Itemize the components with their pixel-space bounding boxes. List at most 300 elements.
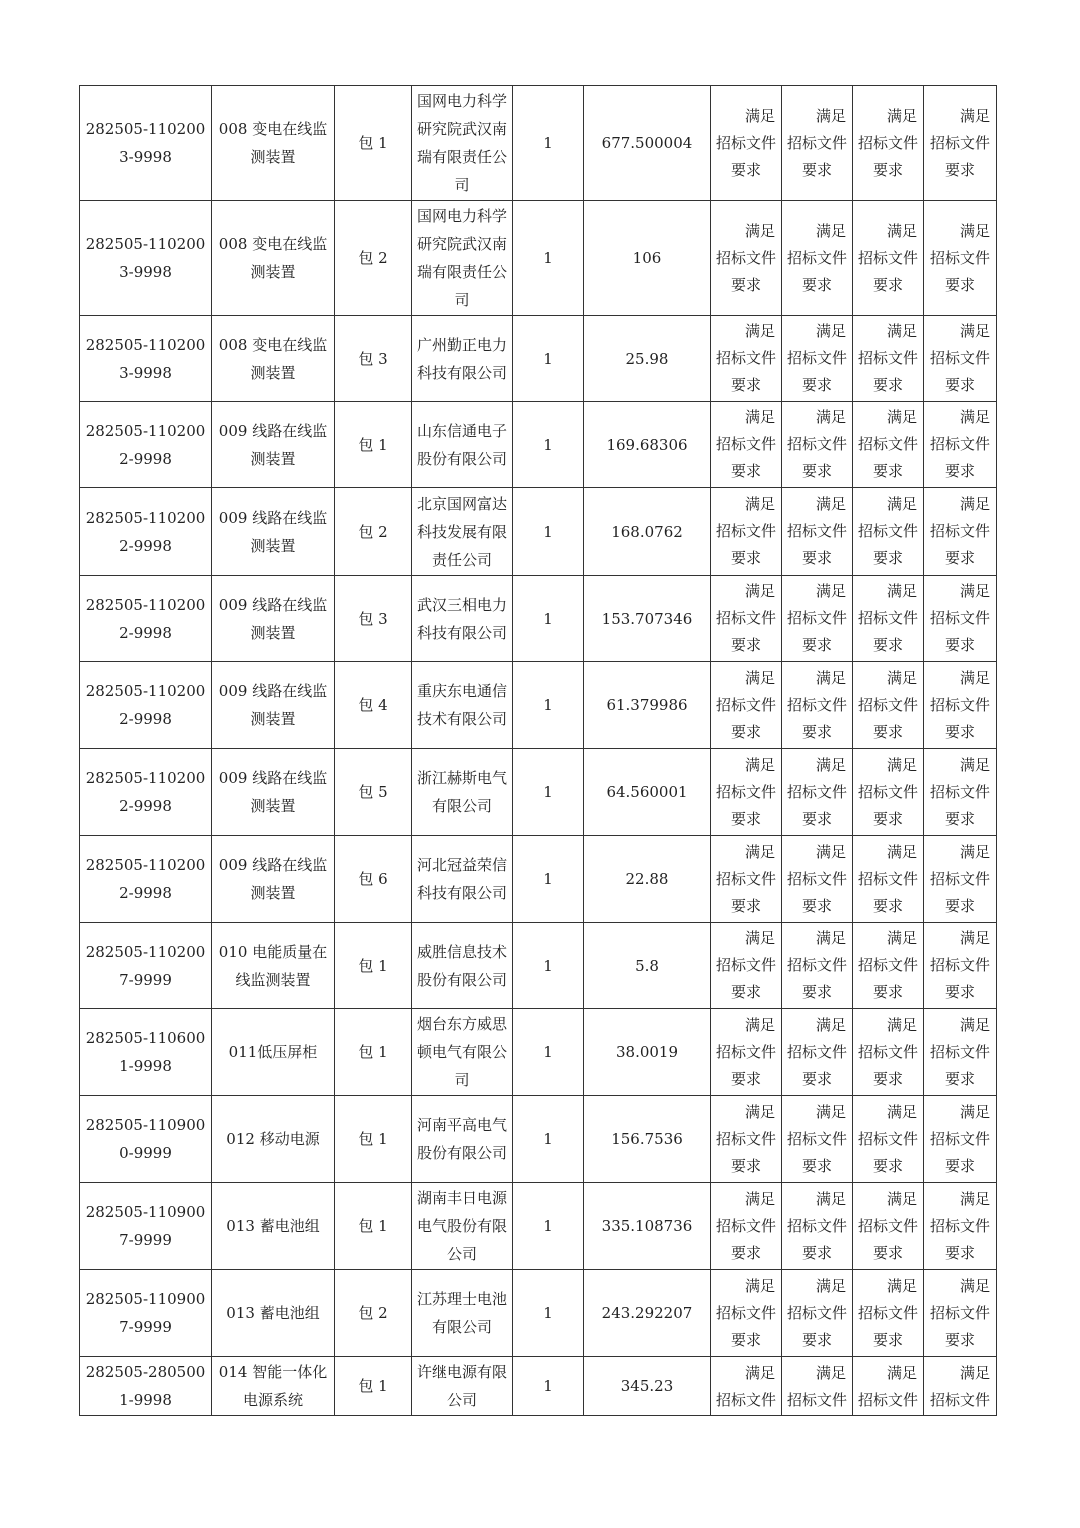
table-row bbox=[80, 749, 997, 836]
evaluation-text-l2: 招标文件 bbox=[929, 1303, 990, 1322]
evaluation-text-l2: 招标文件 bbox=[715, 1216, 776, 1235]
project-id-cell: 282505-2805001-9998 bbox=[80, 1357, 212, 1416]
evaluation-cell bbox=[711, 1357, 782, 1416]
evaluation-text-l2: 招标文件 bbox=[857, 1216, 918, 1235]
evaluation-text-l3: 要求 bbox=[944, 1069, 975, 1088]
evaluation-text-l3: 要求 bbox=[801, 275, 832, 294]
evaluation-text-l1: 满足 bbox=[744, 929, 775, 947]
evaluation-text-l2: 招标文件 bbox=[786, 1391, 847, 1409]
evaluation-cell bbox=[924, 576, 997, 662]
evaluation-text-l3: 要求 bbox=[801, 896, 832, 915]
evaluation-text-l2: 招标文件 bbox=[786, 695, 847, 714]
evaluation-text-l3: 要求 bbox=[872, 160, 903, 179]
evaluation-text-l3: 要求 bbox=[730, 1243, 761, 1262]
evaluation-cell bbox=[853, 749, 924, 836]
table-row bbox=[80, 1009, 997, 1096]
evaluation-text-l1: 满足 bbox=[815, 408, 846, 426]
quantity-cell: 1 bbox=[513, 1270, 584, 1357]
evaluation-text-l2: 招标文件 bbox=[715, 349, 776, 367]
vendor-cell: 湖南丰日电源电气股份有限公司 bbox=[412, 1183, 513, 1270]
package-cell: 包 6 bbox=[335, 836, 412, 923]
evaluation-text-l1: 满足 bbox=[815, 1364, 846, 1382]
item-name-cell: 013 蓄电池组 bbox=[212, 1270, 335, 1357]
evaluation-text-l3: 要求 bbox=[801, 809, 832, 828]
evaluation-cell bbox=[924, 1270, 997, 1357]
evaluation-text-l2: 招标文件 bbox=[929, 695, 990, 714]
vendor-cell: 许继电源有限公司 bbox=[412, 1357, 513, 1416]
evaluation-text-l3: 要求 bbox=[730, 160, 761, 179]
item-name-cell: 009 线路在线监测装置 bbox=[212, 488, 335, 576]
table-row bbox=[80, 1270, 997, 1357]
evaluation-cell bbox=[711, 86, 782, 201]
evaluation-text-l1: 满足 bbox=[959, 582, 990, 600]
package-cell: 包 4 bbox=[335, 662, 412, 749]
evaluation-text-l1: 满足 bbox=[744, 1364, 775, 1382]
evaluation-text-l1: 满足 bbox=[886, 322, 917, 340]
table-row bbox=[80, 836, 997, 923]
evaluation-text-l3: 要求 bbox=[872, 809, 903, 828]
evaluation-cell bbox=[711, 749, 782, 836]
evaluation-text-l3: 要求 bbox=[801, 636, 832, 654]
quantity-cell: 1 bbox=[513, 576, 584, 662]
evaluation-cell bbox=[782, 1270, 853, 1357]
package-cell: 包 1 bbox=[335, 402, 412, 488]
evaluation-text-l2: 招标文件 bbox=[715, 1303, 776, 1322]
evaluation-text-l1: 满足 bbox=[959, 755, 990, 774]
evaluation-text-l3: 要求 bbox=[801, 983, 832, 1001]
evaluation-text-l3: 要求 bbox=[944, 983, 975, 1001]
evaluation-cell bbox=[853, 662, 924, 749]
project-id-cell: 282505-1109000-9999 bbox=[80, 1096, 212, 1183]
evaluation-text-l3: 要求 bbox=[944, 160, 975, 179]
evaluation-text-l3: 要求 bbox=[730, 275, 761, 294]
evaluation-text-l1: 满足 bbox=[744, 1015, 775, 1034]
vendor-cell: 武汉三相电力科技有限公司 bbox=[412, 576, 513, 662]
amount-cell: 156.7536 bbox=[584, 1096, 711, 1183]
package-cell: 包 2 bbox=[335, 1270, 412, 1357]
evaluation-text-l1: 满足 bbox=[815, 1276, 846, 1295]
project-id-cell: 282505-1102002-9998 bbox=[80, 488, 212, 576]
evaluation-text-l2: 招标文件 bbox=[857, 869, 918, 888]
evaluation-cell bbox=[853, 316, 924, 402]
evaluation-text-l2: 招标文件 bbox=[715, 133, 776, 152]
vendor-cell: 广州勤正电力科技有限公司 bbox=[412, 316, 513, 402]
evaluation-text-l1: 满足 bbox=[744, 495, 775, 513]
package-cell: 包 1 bbox=[335, 923, 412, 1009]
evaluation-cell bbox=[711, 1270, 782, 1357]
evaluation-text-l3: 要求 bbox=[730, 896, 761, 915]
evaluation-cell bbox=[924, 836, 997, 923]
vendor-cell: 浙江赫斯电气有限公司 bbox=[412, 749, 513, 836]
evaluation-text-l3: 要求 bbox=[872, 549, 903, 567]
quantity-cell: 1 bbox=[513, 836, 584, 923]
quantity-cell: 1 bbox=[513, 201, 584, 316]
amount-cell: 38.0019 bbox=[584, 1009, 711, 1096]
package-cell: 包 1 bbox=[335, 1357, 412, 1416]
evaluation-text-l2: 招标文件 bbox=[857, 1391, 918, 1409]
evaluation-cell bbox=[711, 488, 782, 576]
evaluation-cell bbox=[924, 86, 997, 201]
evaluation-text-l1: 满足 bbox=[815, 755, 846, 774]
evaluation-text-l1: 满足 bbox=[886, 755, 917, 774]
evaluation-cell bbox=[782, 316, 853, 402]
table-row bbox=[80, 402, 997, 488]
vendor-cell: 河南平高电气股份有限公司 bbox=[412, 1096, 513, 1183]
package-cell: 包 3 bbox=[335, 576, 412, 662]
item-name-cell: 010 电能质量在线监测装置 bbox=[212, 923, 335, 1009]
evaluation-text-l3: 要求 bbox=[730, 1330, 761, 1349]
evaluation-cell bbox=[711, 1183, 782, 1270]
evaluation-text-l2: 招标文件 bbox=[857, 956, 918, 974]
table-row bbox=[80, 1357, 997, 1416]
evaluation-cell bbox=[924, 1357, 997, 1416]
evaluation-text-l2: 招标文件 bbox=[715, 782, 776, 801]
evaluation-cell bbox=[853, 1270, 924, 1357]
evaluation-text-l3: 要求 bbox=[944, 896, 975, 915]
evaluation-text-l1: 满足 bbox=[959, 1102, 990, 1121]
evaluation-text-l2: 招标文件 bbox=[786, 1042, 847, 1061]
evaluation-text-l1: 满足 bbox=[744, 221, 775, 240]
evaluation-text-l2: 招标文件 bbox=[857, 782, 918, 801]
table-row bbox=[80, 488, 997, 576]
evaluation-text-l2: 招标文件 bbox=[715, 522, 776, 540]
evaluation-text-l2: 招标文件 bbox=[857, 695, 918, 714]
evaluation-text-l1: 满足 bbox=[815, 1015, 846, 1034]
evaluation-cell bbox=[782, 836, 853, 923]
evaluation-text-l1: 满足 bbox=[959, 668, 990, 687]
evaluation-text-l2: 招标文件 bbox=[786, 609, 847, 627]
evaluation-text-l3: 要求 bbox=[872, 983, 903, 1001]
evaluation-text-l1: 满足 bbox=[744, 106, 775, 125]
evaluation-text-l1: 满足 bbox=[744, 582, 775, 600]
evaluation-text-l3: 要求 bbox=[801, 1330, 832, 1349]
evaluation-text-l1: 满足 bbox=[959, 106, 990, 125]
amount-cell: 22.88 bbox=[584, 836, 711, 923]
evaluation-text-l1: 满足 bbox=[886, 1276, 917, 1295]
item-name-cell: 011低压屏柜 bbox=[212, 1009, 335, 1096]
project-id-cell: 282505-1102002-9998 bbox=[80, 662, 212, 749]
evaluation-text-l2: 招标文件 bbox=[857, 248, 918, 267]
vendor-cell: 山东信通电子股份有限公司 bbox=[412, 402, 513, 488]
evaluation-cell bbox=[711, 316, 782, 402]
project-id-cell: 282505-1102003-9998 bbox=[80, 316, 212, 402]
quantity-cell: 1 bbox=[513, 1357, 584, 1416]
evaluation-text-l1: 满足 bbox=[959, 1189, 990, 1208]
evaluation-text-l3: 要求 bbox=[801, 462, 832, 480]
project-id-cell: 282505-1102007-9999 bbox=[80, 923, 212, 1009]
evaluation-text-l3: 要求 bbox=[730, 549, 761, 567]
evaluation-text-l1: 满足 bbox=[886, 929, 917, 947]
evaluation-text-l2: 招标文件 bbox=[715, 695, 776, 714]
item-name-cell: 009 线路在线监测装置 bbox=[212, 662, 335, 749]
package-cell: 包 1 bbox=[335, 1009, 412, 1096]
evaluation-text-l2: 招标文件 bbox=[786, 782, 847, 801]
table-row bbox=[80, 1096, 997, 1183]
evaluation-text-l1: 满足 bbox=[744, 1102, 775, 1121]
evaluation-text-l3: 要求 bbox=[872, 1156, 903, 1175]
evaluation-text-l2: 招标文件 bbox=[929, 782, 990, 801]
item-name-cell: 008 变电在线监测装置 bbox=[212, 201, 335, 316]
project-id-cell: 282505-1102002-9998 bbox=[80, 749, 212, 836]
amount-cell: 345.23 bbox=[584, 1357, 711, 1416]
vendor-cell: 威胜信息技术股份有限公司 bbox=[412, 923, 513, 1009]
table-row bbox=[80, 923, 997, 1009]
evaluation-text-l1: 满足 bbox=[815, 668, 846, 687]
evaluation-text-l1: 满足 bbox=[815, 842, 846, 861]
evaluation-text-l3: 要求 bbox=[872, 722, 903, 741]
evaluation-text-l2: 招标文件 bbox=[929, 522, 990, 540]
evaluation-text-l2: 招标文件 bbox=[786, 1216, 847, 1235]
evaluation-text-l1: 满足 bbox=[886, 1364, 917, 1382]
evaluation-text-l2: 招标文件 bbox=[786, 349, 847, 367]
evaluation-text-l3: 要求 bbox=[730, 983, 761, 1001]
evaluation-text-l2: 招标文件 bbox=[929, 349, 990, 367]
quantity-cell: 1 bbox=[513, 86, 584, 201]
evaluation-text-l3: 要求 bbox=[944, 722, 975, 741]
amount-cell: 335.108736 bbox=[584, 1183, 711, 1270]
item-name-cell: 008 变电在线监测装置 bbox=[212, 86, 335, 201]
evaluation-text-l2: 招标文件 bbox=[786, 248, 847, 267]
evaluation-text-l1: 满足 bbox=[959, 842, 990, 861]
evaluation-text-l3: 要求 bbox=[730, 462, 761, 480]
evaluation-cell bbox=[782, 576, 853, 662]
evaluation-text-l3: 要求 bbox=[944, 1330, 975, 1349]
evaluation-text-l3: 要求 bbox=[944, 1243, 975, 1262]
evaluation-text-l1: 满足 bbox=[959, 408, 990, 426]
evaluation-text-l1: 满足 bbox=[959, 1364, 990, 1382]
evaluation-text-l1: 满足 bbox=[959, 929, 990, 947]
evaluation-text-l2: 招标文件 bbox=[715, 248, 776, 267]
evaluation-text-l2: 招标文件 bbox=[929, 609, 990, 627]
evaluation-text-l2: 招标文件 bbox=[715, 1042, 776, 1061]
evaluation-text-l3: 要求 bbox=[872, 376, 903, 394]
evaluation-text-l2: 招标文件 bbox=[857, 349, 918, 367]
evaluation-text-l3: 要求 bbox=[872, 1330, 903, 1349]
table-body bbox=[80, 86, 997, 1416]
evaluation-text-l1: 满足 bbox=[886, 106, 917, 125]
evaluation-cell bbox=[924, 1183, 997, 1270]
project-id-cell: 282505-1102002-9998 bbox=[80, 402, 212, 488]
evaluation-cell bbox=[782, 923, 853, 1009]
evaluation-cell bbox=[782, 1096, 853, 1183]
evaluation-text-l2: 招标文件 bbox=[857, 609, 918, 627]
evaluation-text-l2: 招标文件 bbox=[857, 435, 918, 453]
evaluation-text-l1: 满足 bbox=[744, 668, 775, 687]
evaluation-text-l2: 招标文件 bbox=[929, 1391, 990, 1409]
quantity-cell: 1 bbox=[513, 488, 584, 576]
vendor-cell: 北京国网富达科技发展有限责任公司 bbox=[412, 488, 513, 576]
amount-cell: 153.707346 bbox=[584, 576, 711, 662]
vendor-cell: 河北冠益荣信科技有限公司 bbox=[412, 836, 513, 923]
quantity-cell: 1 bbox=[513, 923, 584, 1009]
project-id-cell: 282505-1102003-9998 bbox=[80, 201, 212, 316]
vendor-cell: 江苏理士电池有限公司 bbox=[412, 1270, 513, 1357]
evaluation-cell bbox=[853, 576, 924, 662]
package-cell: 包 3 bbox=[335, 316, 412, 402]
evaluation-text-l2: 招标文件 bbox=[786, 435, 847, 453]
amount-cell: 169.68306 bbox=[584, 402, 711, 488]
package-cell: 包 2 bbox=[335, 488, 412, 576]
evaluation-cell bbox=[853, 488, 924, 576]
evaluation-text-l2: 招标文件 bbox=[929, 1042, 990, 1061]
evaluation-cell bbox=[924, 402, 997, 488]
evaluation-cell bbox=[924, 488, 997, 576]
evaluation-cell bbox=[924, 1096, 997, 1183]
evaluation-cell bbox=[853, 923, 924, 1009]
bid-result-table bbox=[79, 85, 997, 1416]
amount-cell: 61.379986 bbox=[584, 662, 711, 749]
project-id-cell: 282505-1102002-9998 bbox=[80, 836, 212, 923]
evaluation-text-l1: 满足 bbox=[959, 1015, 990, 1034]
evaluation-text-l3: 要求 bbox=[730, 722, 761, 741]
evaluation-text-l2: 招标文件 bbox=[857, 1303, 918, 1322]
evaluation-text-l1: 满足 bbox=[886, 408, 917, 426]
evaluation-text-l2: 招标文件 bbox=[857, 133, 918, 152]
evaluation-text-l1: 满足 bbox=[886, 1102, 917, 1121]
amount-cell: 106 bbox=[584, 201, 711, 316]
evaluation-text-l1: 满足 bbox=[959, 1276, 990, 1295]
table-row bbox=[80, 86, 997, 201]
evaluation-text-l1: 满足 bbox=[959, 495, 990, 513]
project-id-cell: 282505-1106001-9998 bbox=[80, 1009, 212, 1096]
evaluation-text-l1: 满足 bbox=[815, 582, 846, 600]
amount-cell: 64.560001 bbox=[584, 749, 711, 836]
evaluation-text-l1: 满足 bbox=[886, 582, 917, 600]
evaluation-cell bbox=[782, 86, 853, 201]
evaluation-cell bbox=[924, 1009, 997, 1096]
evaluation-text-l3: 要求 bbox=[730, 636, 761, 654]
evaluation-text-l3: 要求 bbox=[730, 1069, 761, 1088]
evaluation-text-l3: 要求 bbox=[872, 275, 903, 294]
evaluation-cell bbox=[782, 402, 853, 488]
evaluation-text-l2: 招标文件 bbox=[715, 435, 776, 453]
evaluation-cell bbox=[782, 1009, 853, 1096]
evaluation-cell bbox=[853, 1096, 924, 1183]
evaluation-text-l1: 满足 bbox=[744, 322, 775, 340]
evaluation-text-l1: 满足 bbox=[886, 1015, 917, 1034]
item-name-cell: 009 线路在线监测装置 bbox=[212, 749, 335, 836]
item-name-cell: 014 智能一体化电源系统 bbox=[212, 1357, 335, 1416]
amount-cell: 5.8 bbox=[584, 923, 711, 1009]
item-name-cell: 008 变电在线监测装置 bbox=[212, 316, 335, 402]
evaluation-text-l3: 要求 bbox=[801, 722, 832, 741]
evaluation-text-l3: 要求 bbox=[730, 809, 761, 828]
evaluation-text-l1: 满足 bbox=[886, 668, 917, 687]
evaluation-text-l2: 招标文件 bbox=[929, 956, 990, 974]
table-row bbox=[80, 662, 997, 749]
evaluation-text-l2: 招标文件 bbox=[715, 609, 776, 627]
evaluation-text-l3: 要求 bbox=[730, 376, 761, 394]
evaluation-text-l3: 要求 bbox=[801, 1243, 832, 1262]
evaluation-text-l3: 要求 bbox=[801, 549, 832, 567]
vendor-cell: 国网电力科学研究院武汉南瑞有限责任公司 bbox=[412, 86, 513, 201]
evaluation-text-l2: 招标文件 bbox=[786, 956, 847, 974]
evaluation-text-l3: 要求 bbox=[872, 896, 903, 915]
evaluation-cell bbox=[924, 923, 997, 1009]
package-cell: 包 2 bbox=[335, 201, 412, 316]
evaluation-cell bbox=[711, 1096, 782, 1183]
package-cell: 包 5 bbox=[335, 749, 412, 836]
project-id-cell: 282505-1102003-9998 bbox=[80, 86, 212, 201]
table-row bbox=[80, 201, 997, 316]
evaluation-text-l3: 要求 bbox=[872, 1243, 903, 1262]
evaluation-text-l1: 满足 bbox=[886, 842, 917, 861]
quantity-cell: 1 bbox=[513, 1183, 584, 1270]
evaluation-cell bbox=[782, 488, 853, 576]
evaluation-text-l3: 要求 bbox=[801, 160, 832, 179]
evaluation-cell bbox=[711, 402, 782, 488]
evaluation-text-l1: 满足 bbox=[815, 106, 846, 125]
evaluation-cell bbox=[853, 86, 924, 201]
evaluation-text-l2: 招标文件 bbox=[786, 1129, 847, 1148]
evaluation-cell bbox=[711, 576, 782, 662]
evaluation-text-l1: 满足 bbox=[815, 221, 846, 240]
evaluation-cell bbox=[853, 201, 924, 316]
evaluation-cell bbox=[924, 201, 997, 316]
evaluation-cell bbox=[853, 402, 924, 488]
evaluation-text-l3: 要求 bbox=[872, 462, 903, 480]
quantity-cell: 1 bbox=[513, 316, 584, 402]
package-cell: 包 1 bbox=[335, 1096, 412, 1183]
evaluation-cell bbox=[711, 923, 782, 1009]
quantity-cell: 1 bbox=[513, 749, 584, 836]
evaluation-text-l1: 满足 bbox=[815, 322, 846, 340]
table-row bbox=[80, 316, 997, 402]
evaluation-text-l2: 招标文件 bbox=[929, 133, 990, 152]
project-id-cell: 282505-1109007-9999 bbox=[80, 1183, 212, 1270]
evaluation-text-l3: 要求 bbox=[944, 275, 975, 294]
evaluation-cell bbox=[782, 1183, 853, 1270]
evaluation-cell bbox=[853, 1009, 924, 1096]
quantity-cell: 1 bbox=[513, 402, 584, 488]
evaluation-cell bbox=[924, 749, 997, 836]
evaluation-text-l1: 满足 bbox=[886, 221, 917, 240]
evaluation-cell bbox=[853, 836, 924, 923]
evaluation-text-l1: 满足 bbox=[744, 1276, 775, 1295]
evaluation-text-l1: 满足 bbox=[886, 495, 917, 513]
evaluation-text-l2: 招标文件 bbox=[715, 956, 776, 974]
item-name-cell: 009 线路在线监测装置 bbox=[212, 402, 335, 488]
evaluation-text-l3: 要求 bbox=[730, 1156, 761, 1175]
evaluation-text-l1: 满足 bbox=[744, 842, 775, 861]
evaluation-cell bbox=[782, 662, 853, 749]
evaluation-cell bbox=[782, 1357, 853, 1416]
quantity-cell: 1 bbox=[513, 662, 584, 749]
evaluation-text-l2: 招标文件 bbox=[786, 133, 847, 152]
amount-cell: 677.500004 bbox=[584, 86, 711, 201]
evaluation-cell bbox=[924, 316, 997, 402]
evaluation-text-l3: 要求 bbox=[944, 809, 975, 828]
evaluation-text-l3: 要求 bbox=[944, 636, 975, 654]
evaluation-text-l1: 满足 bbox=[815, 495, 846, 513]
amount-cell: 243.292207 bbox=[584, 1270, 711, 1357]
evaluation-text-l2: 招标文件 bbox=[929, 435, 990, 453]
evaluation-text-l3: 要求 bbox=[944, 462, 975, 480]
evaluation-text-l1: 满足 bbox=[815, 929, 846, 947]
vendor-cell: 烟台东方威思顿电气有限公司 bbox=[412, 1009, 513, 1096]
quantity-cell: 1 bbox=[513, 1009, 584, 1096]
evaluation-cell bbox=[711, 1009, 782, 1096]
amount-cell: 25.98 bbox=[584, 316, 711, 402]
evaluation-text-l1: 满足 bbox=[815, 1189, 846, 1208]
table-row bbox=[80, 576, 997, 662]
evaluation-text-l2: 招标文件 bbox=[857, 522, 918, 540]
evaluation-cell bbox=[711, 662, 782, 749]
project-id-cell: 282505-1102002-9998 bbox=[80, 576, 212, 662]
evaluation-text-l3: 要求 bbox=[872, 1069, 903, 1088]
project-id-cell: 282505-1109007-9999 bbox=[80, 1270, 212, 1357]
evaluation-text-l2: 招标文件 bbox=[715, 869, 776, 888]
